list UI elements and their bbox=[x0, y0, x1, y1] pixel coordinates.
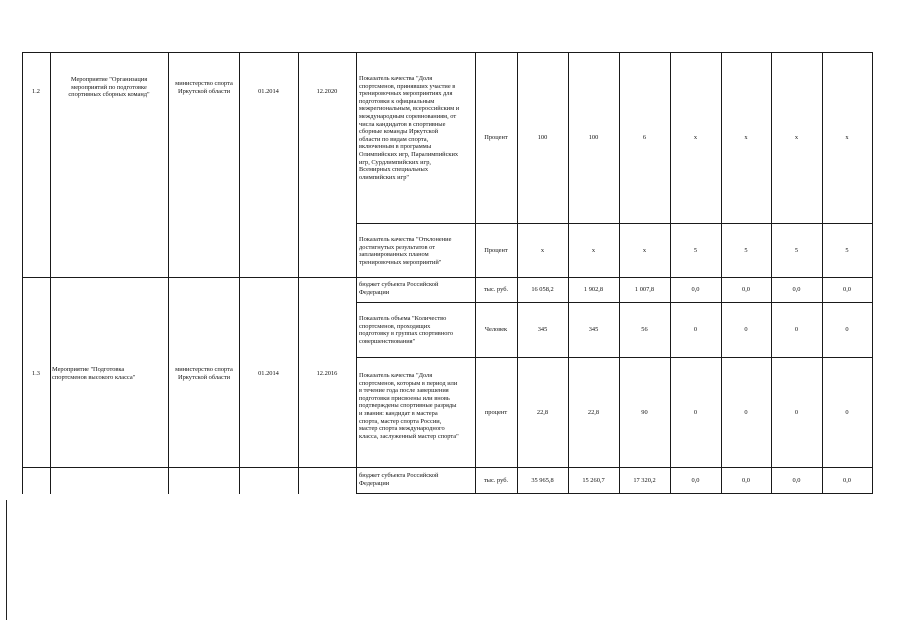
indicator-value: 5 bbox=[794, 246, 799, 254]
budget-value: 1 007,8 bbox=[634, 286, 655, 294]
row-number: 1.2 bbox=[32, 88, 40, 95]
indicator-unit: процент bbox=[484, 408, 508, 416]
start-date: 01.2014 bbox=[258, 370, 279, 377]
indicator-value: х bbox=[845, 134, 849, 142]
budget-value: 17 320,2 bbox=[633, 476, 656, 484]
indicator-value: 0 bbox=[693, 326, 698, 334]
scan-margin-line bbox=[6, 500, 7, 620]
col-divider bbox=[239, 52, 240, 494]
end-date: 12.2020 bbox=[316, 88, 338, 95]
indicator-name: Показатель качества "Доля спортсменов, принявших участие в тренировочных мероприятиях для подготовки к официальным межрегиональным, всероссийским и международным соревнованиям, от числа кандидатов в спортивные сборные команды Иркутской области по видам спорта, включенным в программы Олимпийских игр, Паралимпийских игр, Сурдлимпийских игр, Всемирных специальных олимпийских игр" bbox=[359, 75, 460, 181]
col-divider bbox=[356, 52, 357, 494]
executor: министерство спорта Иркутской области bbox=[175, 366, 233, 381]
indicator-value: х bbox=[540, 246, 545, 254]
indicator-unit: Процент bbox=[484, 246, 508, 254]
indicator-value: 5 bbox=[693, 246, 698, 254]
budget-value: 0,0 bbox=[742, 476, 750, 484]
table-bottom-border bbox=[356, 493, 873, 494]
budget-value: 0,0 bbox=[742, 286, 750, 294]
indicator-name: Показатель качества "Доля спортсменов, которым в период или в течение года после завершения подготовки присвоены или вновь подтверждены спортивные разряды и звания: кандидат в мастера спорта, мастер спорта России, мастер спорта международного класса, заслуженный мастер спорта" bbox=[359, 372, 459, 440]
budget-value: 16 058,2 bbox=[531, 286, 554, 294]
budget-value: 0,0 bbox=[792, 286, 801, 294]
indicator-value: х bbox=[744, 134, 748, 142]
indicator-value: 0 bbox=[794, 408, 799, 416]
indicator-value: 345 bbox=[588, 326, 599, 334]
indicator-value: 100 bbox=[537, 134, 548, 142]
budget-source: бюджет субъекта Российской Федерации bbox=[359, 472, 439, 487]
indicator-value: 0 bbox=[845, 326, 849, 334]
budget-value: 15 260,7 bbox=[582, 476, 605, 484]
indicator-value: 0 bbox=[794, 326, 799, 334]
activity-name: Мероприятие "Организация мероприятий по подготовке спортивных сборных команд" bbox=[68, 76, 150, 99]
budget-unit: тыс. руб. bbox=[483, 286, 509, 294]
budget-value: 0,0 bbox=[691, 286, 700, 294]
start-date: 01.2014 bbox=[258, 88, 279, 95]
indicator-value: 100 bbox=[588, 134, 599, 142]
col-divider bbox=[168, 52, 169, 494]
activity-name: Мероприятие "Подготовка спортсменов высокого класса" bbox=[52, 366, 136, 381]
indicator-value: 22,8 bbox=[587, 408, 600, 416]
indicator-value: 5 bbox=[744, 246, 748, 254]
indicator-value: 0 bbox=[744, 408, 748, 416]
budget-unit: тыс. руб. bbox=[483, 476, 509, 484]
budget-source: бюджет субъекта Российской Федерации bbox=[359, 281, 439, 296]
indicator-value: 345 bbox=[537, 326, 548, 334]
budget-value: 35 965,8 bbox=[531, 476, 554, 484]
indicator-value: 90 bbox=[641, 408, 648, 416]
indicator-value: 56 bbox=[641, 326, 648, 334]
indicator-value: х bbox=[794, 134, 799, 142]
col-divider bbox=[298, 52, 299, 494]
indicator-value: х bbox=[693, 134, 698, 142]
indicator-value: 22,8 bbox=[536, 408, 549, 416]
executor: министерство спорта Иркутской области bbox=[175, 80, 233, 95]
indicator-name: Показатель объема "Количество спортсменов, проходящих подготовку в группах спортивного совершенствования" bbox=[359, 315, 454, 345]
end-date: 12.2016 bbox=[316, 370, 338, 377]
budget-value: 0,0 bbox=[691, 476, 700, 484]
indicator-value: 5 bbox=[845, 246, 849, 254]
budget-value: 0,0 bbox=[792, 476, 801, 484]
budget-value: 0,0 bbox=[843, 476, 851, 484]
indicator-value: х bbox=[642, 246, 647, 254]
table-right-border bbox=[872, 52, 873, 494]
budget-value: 1 902,8 bbox=[583, 286, 604, 294]
indicator-value: 0 bbox=[693, 408, 698, 416]
row-number: 1.3 bbox=[32, 370, 40, 377]
indicator-value: 6 bbox=[642, 134, 647, 142]
indicator-value: х bbox=[591, 246, 596, 254]
indicator-unit: Процент bbox=[484, 134, 508, 142]
indicator-name: Показатель качества "Отклонение достигнутых результатов от запланированных планом тренировочных мероприятий" bbox=[359, 236, 452, 266]
indicator-value: 0 bbox=[845, 408, 849, 416]
indicator-value: 0 bbox=[744, 326, 748, 334]
col-divider bbox=[22, 52, 23, 494]
budget-value: 0,0 bbox=[843, 286, 851, 294]
col-divider bbox=[50, 52, 51, 494]
indicator-unit: Человек bbox=[484, 326, 508, 334]
